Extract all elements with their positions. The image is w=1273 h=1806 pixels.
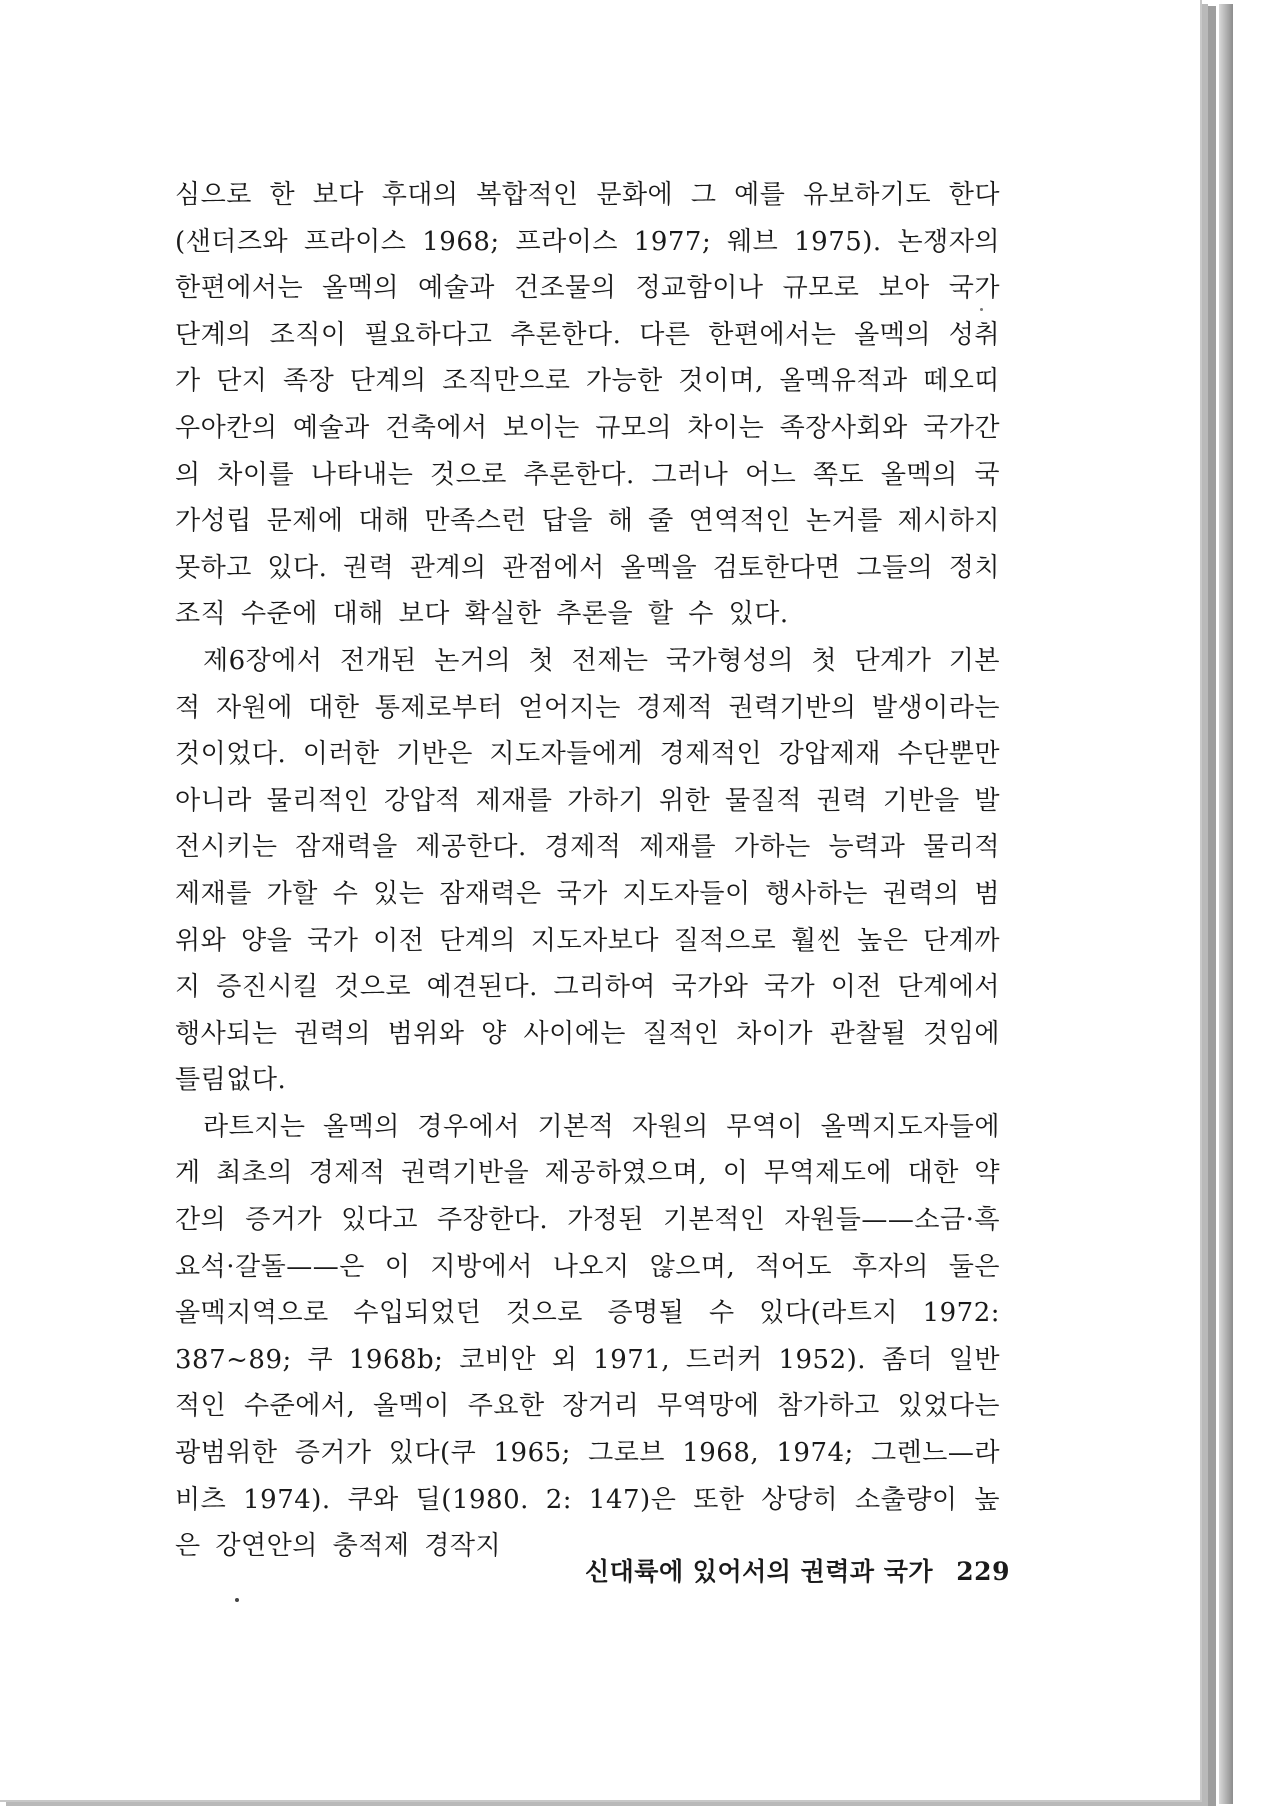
page-body [175, 172, 1000, 1570]
paragraph-1: 심으로 한 보다 후대의 복합적인 문화에 그 예를 유보하기도 한다(샌더즈와 프라이스 1968; 프라이스 1977; 웨브 1975). 논쟁자의 한편에서는 올멕의 예술과 건조물의 정교함이나 규모로 보아 국가 단계의 조직이 필요하다고 추론한다. 다른 한편에서는 올멕의 성취가 단지 족장 단계의 조직만으로 가능한 것이며, 올멕유적과 떼오띠우아칸의 예술과 건축에서 보이는 규모의 차이는 족장사회와 국가간의 차이를 나타내는 것으로 추론한다. 그러나 어느 쪽도 올멕의 국가성립 문제에 대해 만족스런 답을 해 줄 연역적인 논거를 제시하지 못하고 있다. 권력 관계의 관점에서 올멕을 검토한다면 그들의 정치 조직 수준에 대해 보다 확실한 추론을 할 수 있다. [175, 180, 1000, 630]
page-footer [585, 1552, 1010, 1588]
page-stack-edge [1219, 4, 1233, 1804]
scan-dot [235, 1598, 239, 1602]
running-title: 신대륙에 있어서의 권력과 국가 [585, 1557, 934, 1586]
paragraph-3: 라트지는 올멕의 경우에서 기본적 자원의 무역이 올멕지도자들에게 최초의 경제적 권력기반을 제공하였으며, 이 무역제도에 대한 약간의 증거가 있다고 주장한다. 가정된 기본적인 자원들——소금·흑요석·갈돌——은 이 지방에서 나오지 않으며, 적어도 후자의 둘은 올멕지역으로 수입되었던 것으로 증명될 수 있다(라트지 1972: 387~89; 쿠 1968b; 코비안 외 1971, 드러커 1952). 좀더 일반적인 수준에서, 올멕이 주요한 장거리 무역망에 참가하고 있었다는 광범위한 증거가 있다(쿠 1965; 그로브 1968, 1974; 그렌느—라비츠 1974). 쿠와 딜(1980. 2: 147)은 또한 상당히 소출량이 높은 강연안의 충적제 경작지 [175, 1111, 1000, 1562]
paragraph-2: 제6장에서 전개된 논거의 첫 전제는 국가형성의 첫 단계가 기본적 자원에 대한 통제로부터 얻어지는 경제적 권력기반의 발생이라는 것이었다. 이러한 기반은 지도자들에게 경제적인 강압제재 수단뿐만 아니라 물리적인 강압적 제재를 가하기 위한 물질적 권력 기반을 발전시키는 잠재력을 제공한다. 경제적 제재를 가하는 능력과 물리적 제재를 가할 수 있는 잠재력은 국가 지도자들이 행사하는 권력의 범위와 양을 국가 이전 단계의 지도자보다 질적으로 훨씬 높은 단계까지 증진시킬 것으로 예견된다. 그리하여 국가와 국가 이전 단계에서 행사되는 권력의 범위와 양 사이에는 질적인 차이가 관찰될 것임에 틀림없다. [175, 645, 1000, 1096]
page-number: 229 [956, 1557, 1010, 1586]
